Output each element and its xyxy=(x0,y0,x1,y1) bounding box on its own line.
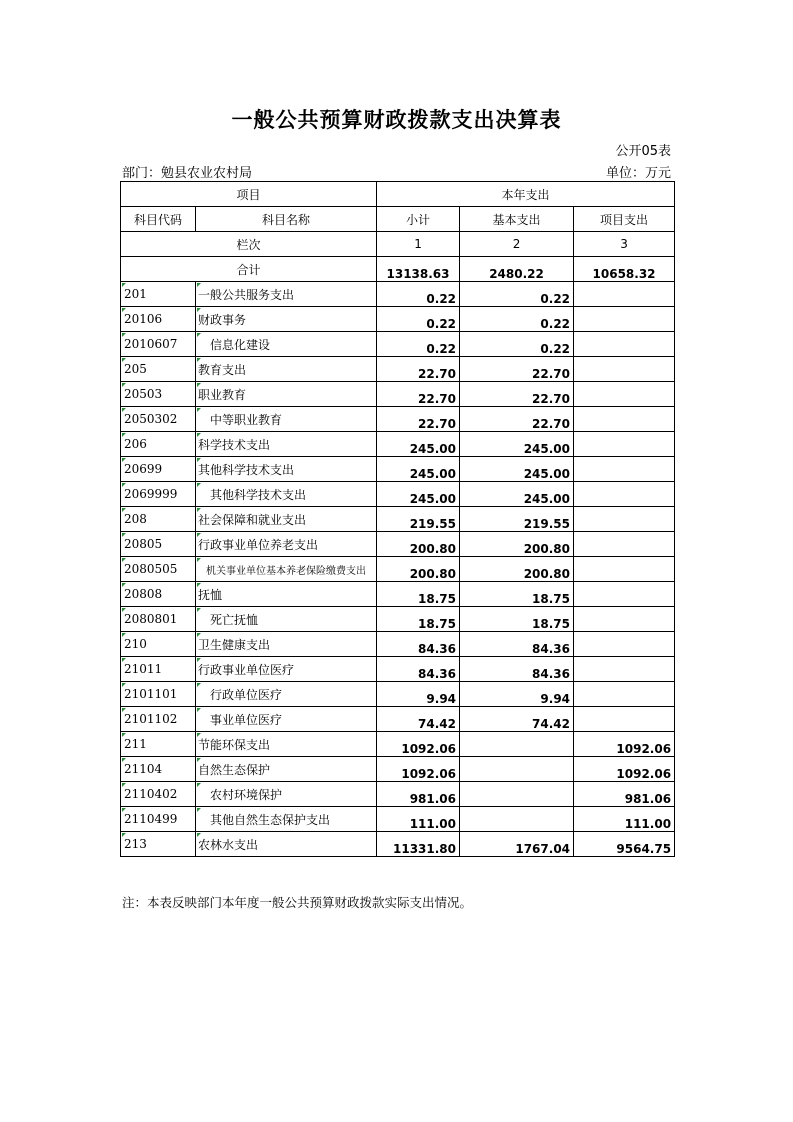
row-name: 一般公共服务支出 xyxy=(196,282,377,307)
form-number: 公开05表 xyxy=(615,144,671,159)
total-basic: 2480.22 xyxy=(460,257,574,282)
row-subtotal: 0.22 xyxy=(377,332,460,357)
row-project: 111.00 xyxy=(574,807,675,832)
row-code: 206 xyxy=(121,432,196,457)
table-row xyxy=(121,457,675,482)
table-row xyxy=(121,407,675,432)
page-title: 一般公共预算财政拨款支出决算表 xyxy=(231,108,562,132)
row-project xyxy=(574,482,675,507)
header-name: 科目名称 xyxy=(196,207,377,232)
total-project: 10658.32 xyxy=(574,257,675,282)
total-label: 合计 xyxy=(121,257,377,282)
header-subtotal: 小计 xyxy=(377,207,460,232)
row-project xyxy=(574,507,675,532)
row-project xyxy=(574,532,675,557)
row-subtotal: 9.94 xyxy=(377,682,460,707)
row-basic: 200.80 xyxy=(460,557,574,582)
row-code: 20106 xyxy=(121,307,196,332)
row-subtotal: 219.55 xyxy=(377,507,460,532)
row-code: 2080801 xyxy=(121,607,196,632)
total-row xyxy=(121,257,675,282)
row-name: 职业教育 xyxy=(196,382,377,407)
row-name: 机关事业单位基本养老保险缴费支出 xyxy=(196,557,377,582)
row-subtotal: 0.22 xyxy=(377,282,460,307)
table-row xyxy=(121,282,675,307)
row-name: 教育支出 xyxy=(196,357,377,382)
table-row xyxy=(121,632,675,657)
table-row xyxy=(121,707,675,732)
row-subtotal: 18.75 xyxy=(377,607,460,632)
table-row xyxy=(121,307,675,332)
table-row xyxy=(121,807,675,832)
header-row-2 xyxy=(121,207,675,232)
row-code: 20503 xyxy=(121,382,196,407)
row-subtotal: 1092.06 xyxy=(377,757,460,782)
row-project xyxy=(574,582,675,607)
header-project-exp: 项目支出 xyxy=(574,207,675,232)
row-name: 行政事业单位医疗 xyxy=(196,657,377,682)
row-code: 2069999 xyxy=(121,482,196,507)
row-basic: 18.75 xyxy=(460,582,574,607)
row-subtotal: 84.36 xyxy=(377,657,460,682)
row-project xyxy=(574,657,675,682)
row-name: 其他科学技术支出 xyxy=(196,457,377,482)
row-basic: 0.22 xyxy=(460,282,574,307)
row-subtotal: 74.42 xyxy=(377,707,460,732)
row-code: 2050302 xyxy=(121,407,196,432)
row-name: 社会保障和就业支出 xyxy=(196,507,377,532)
table-row xyxy=(121,607,675,632)
row-name: 农村环境保护 xyxy=(196,782,377,807)
unit-label: 单位：万元 xyxy=(605,166,671,181)
row-name: 财政事务 xyxy=(196,307,377,332)
row-project xyxy=(574,282,675,307)
column-3: 3 xyxy=(574,232,675,257)
table-row xyxy=(121,657,675,682)
row-basic xyxy=(460,807,574,832)
row-basic xyxy=(460,782,574,807)
row-basic: 84.36 xyxy=(460,632,574,657)
row-code: 2110402 xyxy=(121,782,196,807)
row-name: 节能环保支出 xyxy=(196,732,377,757)
row-code: 2010607 xyxy=(121,332,196,357)
row-name: 事业单位医疗 xyxy=(196,707,377,732)
row-project: 981.06 xyxy=(574,782,675,807)
row-basic: 22.70 xyxy=(460,357,574,382)
row-code: 20805 xyxy=(121,532,196,557)
row-name: 卫生健康支出 xyxy=(196,632,377,657)
row-basic xyxy=(460,757,574,782)
column-2: 2 xyxy=(460,232,574,257)
row-basic: 245.00 xyxy=(460,457,574,482)
department-label: 部门：勉县农业农村局 xyxy=(122,166,253,181)
row-project xyxy=(574,382,675,407)
row-project xyxy=(574,557,675,582)
table-row xyxy=(121,732,675,757)
table-row xyxy=(121,482,675,507)
row-code: 211 xyxy=(121,732,196,757)
table-row xyxy=(121,682,675,707)
row-name: 其他科学技术支出 xyxy=(196,482,377,507)
row-basic: 9.94 xyxy=(460,682,574,707)
row-project xyxy=(574,607,675,632)
table-row xyxy=(121,532,675,557)
row-basic: 245.00 xyxy=(460,432,574,457)
row-project: 1092.06 xyxy=(574,732,675,757)
row-basic: 219.55 xyxy=(460,507,574,532)
table-row xyxy=(121,557,675,582)
table-row xyxy=(121,832,675,857)
row-code: 2101101 xyxy=(121,682,196,707)
row-code: 20699 xyxy=(121,457,196,482)
row-subtotal: 0.22 xyxy=(377,307,460,332)
row-name: 信息化建设 xyxy=(196,332,377,357)
header-code: 科目代码 xyxy=(121,207,196,232)
row-code: 205 xyxy=(121,357,196,382)
row-basic: 84.36 xyxy=(460,657,574,682)
table-row xyxy=(121,357,675,382)
table-row xyxy=(121,507,675,532)
row-project xyxy=(574,357,675,382)
row-project xyxy=(574,307,675,332)
row-subtotal: 981.06 xyxy=(377,782,460,807)
row-name: 自然生态保护 xyxy=(196,757,377,782)
row-code: 2080505 xyxy=(121,557,196,582)
row-project xyxy=(574,632,675,657)
header-basic: 基本支出 xyxy=(460,207,574,232)
row-project xyxy=(574,432,675,457)
row-subtotal: 245.00 xyxy=(377,482,460,507)
row-basic: 1767.04 xyxy=(460,832,574,857)
table-row xyxy=(121,582,675,607)
row-basic: 0.22 xyxy=(460,332,574,357)
row-code: 201 xyxy=(121,282,196,307)
column-label: 栏次 xyxy=(121,232,377,257)
row-name: 行政单位医疗 xyxy=(196,682,377,707)
column-1: 1 xyxy=(377,232,460,257)
row-subtotal: 22.70 xyxy=(377,407,460,432)
row-basic: 245.00 xyxy=(460,482,574,507)
row-code: 213 xyxy=(121,832,196,857)
header-row-1 xyxy=(121,182,675,207)
row-subtotal: 18.75 xyxy=(377,582,460,607)
row-subtotal: 245.00 xyxy=(377,432,460,457)
row-subtotal: 245.00 xyxy=(377,457,460,482)
row-basic: 0.22 xyxy=(460,307,574,332)
row-subtotal: 111.00 xyxy=(377,807,460,832)
row-basic xyxy=(460,732,574,757)
row-name: 抚恤 xyxy=(196,582,377,607)
header-current-year: 本年支出 xyxy=(377,182,675,207)
footnote: 注：本表反映部门本年度一般公共预算财政拨款实际支出情况。 xyxy=(122,895,473,910)
row-name: 农林水支出 xyxy=(196,832,377,857)
table-row xyxy=(121,782,675,807)
row-subtotal: 200.80 xyxy=(377,557,460,582)
row-basic: 74.42 xyxy=(460,707,574,732)
row-project xyxy=(574,332,675,357)
expenditure-table xyxy=(120,181,675,857)
total-subtotal: 13138.63 xyxy=(377,257,460,282)
row-project: 1092.06 xyxy=(574,757,675,782)
row-project: 9564.75 xyxy=(574,832,675,857)
row-code: 210 xyxy=(121,632,196,657)
row-name: 中等职业教育 xyxy=(196,407,377,432)
row-subtotal: 11331.80 xyxy=(377,832,460,857)
row-code: 208 xyxy=(121,507,196,532)
row-project xyxy=(574,407,675,432)
row-name: 行政事业单位养老支出 xyxy=(196,532,377,557)
row-basic: 200.80 xyxy=(460,532,574,557)
row-code: 2110499 xyxy=(121,807,196,832)
row-name: 死亡抚恤 xyxy=(196,607,377,632)
row-project xyxy=(574,707,675,732)
header-project: 项目 xyxy=(121,182,377,207)
row-subtotal: 22.70 xyxy=(377,357,460,382)
row-name: 其他自然生态保护支出 xyxy=(196,807,377,832)
row-code: 21011 xyxy=(121,657,196,682)
row-subtotal: 200.80 xyxy=(377,532,460,557)
row-basic: 18.75 xyxy=(460,607,574,632)
row-project xyxy=(574,457,675,482)
row-project xyxy=(574,682,675,707)
row-subtotal: 1092.06 xyxy=(377,732,460,757)
table-row xyxy=(121,332,675,357)
row-code: 2101102 xyxy=(121,707,196,732)
row-code: 20808 xyxy=(121,582,196,607)
column-number-row xyxy=(121,232,675,257)
row-subtotal: 84.36 xyxy=(377,632,460,657)
row-name: 科学技术支出 xyxy=(196,432,377,457)
table-row xyxy=(121,757,675,782)
table-row xyxy=(121,382,675,407)
row-code: 21104 xyxy=(121,757,196,782)
row-basic: 22.70 xyxy=(460,407,574,432)
table-row xyxy=(121,432,675,457)
row-basic: 22.70 xyxy=(460,382,574,407)
row-subtotal: 22.70 xyxy=(377,382,460,407)
